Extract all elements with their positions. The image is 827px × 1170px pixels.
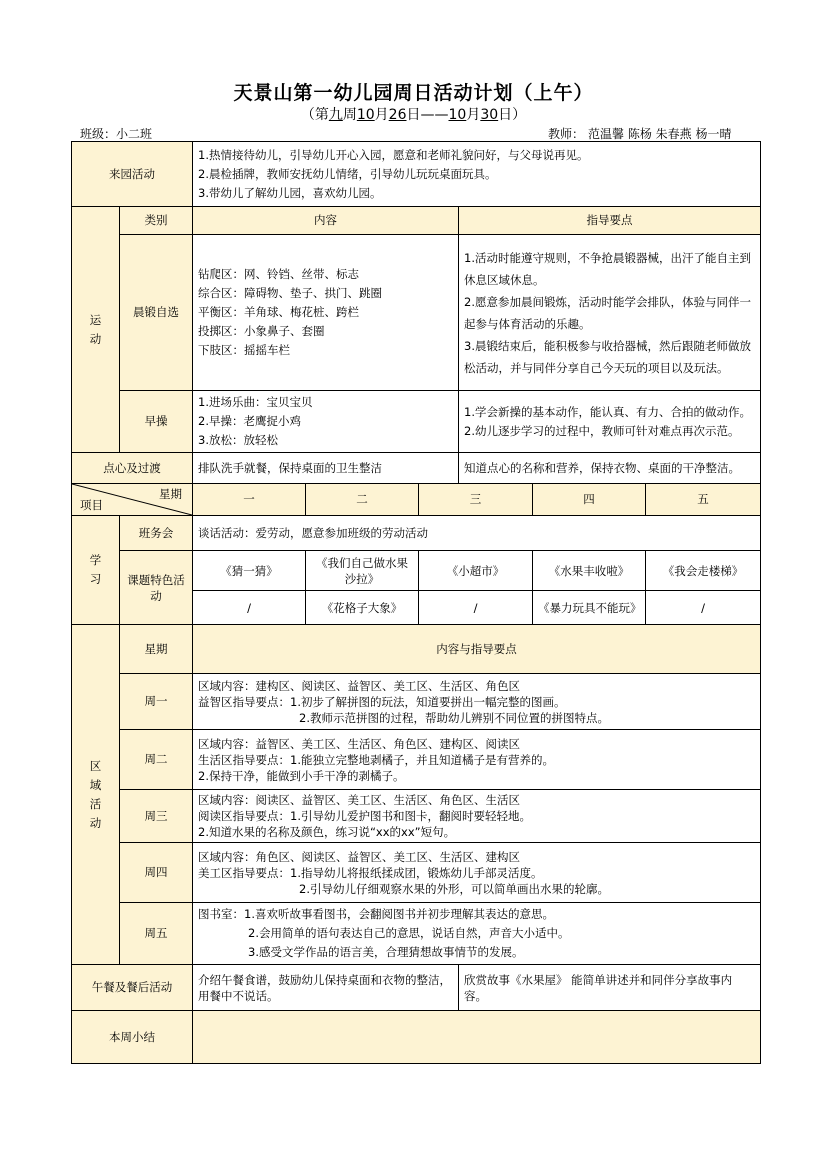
theme-cell: / bbox=[646, 591, 761, 625]
area-day-label: 周一 bbox=[120, 674, 193, 730]
area-day-content: 区域内容：阅读区、益智区、美工区、生活区、角色区、生活区 阅读区指导要点：1.引导幼儿爱护图书和图卡，翻阅时要轻轻地。 2.知道水果的名称及颜色，练习说“xx的xx”短句。 bbox=[193, 790, 761, 843]
arrival-content: 1.热情接待幼儿，引导幼儿开心入园，愿意和老师礼貌问好，与父母说再见。 2.晨检插牌，教师安抚幼儿情绪，引导幼儿玩玩桌面玩具。 3.带幼儿了解幼儿园，喜欢幼儿园。 bbox=[193, 142, 761, 207]
summary-label: 本周小结 bbox=[72, 1011, 193, 1064]
snack-row bbox=[72, 453, 761, 484]
day-tue: 二 bbox=[306, 484, 419, 516]
theme-cell: 《小超市》 bbox=[419, 551, 533, 591]
theme-cell: 《猜一猜》 bbox=[193, 551, 306, 591]
week-header-row bbox=[72, 484, 761, 516]
arrival-row bbox=[72, 142, 761, 207]
weekday-item-header bbox=[72, 484, 193, 516]
morning-exercise-row bbox=[72, 235, 761, 391]
theme-cell: 《花格子大象》 bbox=[306, 591, 419, 625]
area-label: 区 域 活 动 bbox=[72, 625, 120, 965]
class-meeting-label: 班务会 bbox=[120, 516, 193, 551]
summary-row bbox=[72, 1011, 761, 1064]
lunch-left: 介绍午餐食谱，鼓励幼儿保持桌面和衣物的整洁，用餐中不说话。 bbox=[193, 965, 459, 1011]
study-label: 学 习 bbox=[72, 516, 120, 625]
area-day-row bbox=[72, 903, 761, 965]
theme-row-1 bbox=[72, 551, 761, 591]
snack-guide: 知道点心的名称和营养，保持衣物、桌面的干净整洁。 bbox=[459, 453, 761, 484]
area-content-header: 内容与指导要点 bbox=[193, 625, 761, 674]
day-thu: 四 bbox=[533, 484, 646, 516]
weekday-label: 星期 bbox=[159, 487, 182, 501]
snack-content: 排队洗手就餐，保持桌面的卫生整洁 bbox=[193, 453, 459, 484]
snack-label: 点心及过渡 bbox=[72, 453, 193, 484]
area-day-content: 图书室：1.喜欢听故事看图书，会翻阅图书并初步理解其表达的意思。 2.会用简单的语句表达自己的意思，说话自然，声音大小适中。 3.感受文学作品的语言美，合理猜想故事情节的发展。 bbox=[193, 903, 761, 965]
class-name: 小二班 bbox=[116, 127, 211, 142]
theme-cell: / bbox=[419, 591, 533, 625]
page-title: 天景山第一幼儿园周日活动计划（上午） bbox=[233, 82, 594, 104]
arrival-label: 来园活动 bbox=[72, 142, 193, 207]
morning-exercise-label: 晨锻自选 bbox=[120, 235, 193, 391]
theme-cell: 《暴力玩具不能玩》 bbox=[533, 591, 646, 625]
area-day-content: 区域内容：建构区、阅读区、益智区、美工区、生活区、角色区 益智区指导要点：1.初步了解拼图的玩法，知道要拼出一幅完整的图画。 2.教师示范拼图的过程，帮助幼儿辨别不同位置的拼图特点。 bbox=[193, 674, 761, 730]
area-day-label: 周二 bbox=[120, 730, 193, 790]
guide-header: 指导要点 bbox=[459, 207, 761, 235]
theme-cell: / bbox=[193, 591, 306, 625]
area-weekday-label: 星期 bbox=[120, 625, 193, 674]
morning-exercise-guide: 1.活动时能遵守规则，不争抢晨锻器械，出汗了能自主到休息区域休息。 2.愿意参加晨间锻炼，活动时能学会排队，体验与同伴一起参与体育活动的乐趣。 3.晨锻结束后，能积极参与收拾器械，然后跟随老师做放松活动，并与同伴分享自己今天玩的项目以及玩法。 bbox=[459, 235, 761, 391]
date-range: （第九周10月26日——10月30日） bbox=[300, 107, 527, 123]
teacher-info: 教师： 范温馨 陈杨 朱春燕 杨一晴 bbox=[548, 125, 748, 142]
area-day-label: 周三 bbox=[120, 790, 193, 843]
theme-cell: 《我们自己做水果沙拉》 bbox=[306, 551, 419, 591]
area-day-label: 周四 bbox=[120, 843, 193, 903]
content-header: 内容 bbox=[193, 207, 459, 235]
day-fri: 五 bbox=[646, 484, 761, 516]
lunch-right: 欣赏故事《水果屋》 能简单讲述并和同伴分享故事内容。 bbox=[459, 965, 761, 1011]
sport-label: 运 动 bbox=[72, 207, 120, 453]
area-day-row bbox=[72, 843, 761, 903]
drill-content: 1.进场乐曲：宝贝宝贝 2.早操：老鹰捉小鸡 3.放松：放轻松 bbox=[193, 391, 459, 453]
teacher-names: 范温馨 陈杨 朱春燕 杨一晴 bbox=[588, 127, 748, 142]
lunch-label: 午餐及餐后活动 bbox=[72, 965, 193, 1011]
class-info: 班级：小二班 bbox=[80, 125, 211, 142]
area-day-label: 周五 bbox=[120, 903, 193, 965]
theme-cell: 《我会走楼梯》 bbox=[646, 551, 761, 591]
class-meeting-row bbox=[72, 516, 761, 551]
drill-guide: 1.学会新操的基本动作，能认真、有力、合拍的做动作。 2.幼儿逐步学习的过程中，教师可针对难点再次示范。 bbox=[459, 391, 761, 453]
item-label: 项目 bbox=[80, 498, 103, 512]
sport-header-row bbox=[72, 207, 761, 235]
summary-content bbox=[193, 1011, 761, 1064]
theme-cell: 《水果丰收啦》 bbox=[533, 551, 646, 591]
area-day-row bbox=[72, 730, 761, 790]
class-meeting-content: 谈话活动：爱劳动，愿意参加班级的劳动活动 bbox=[193, 516, 761, 551]
theme-activity-label: 课题特色活动 bbox=[120, 551, 193, 625]
area-day-row bbox=[72, 674, 761, 730]
day-wed: 三 bbox=[419, 484, 533, 516]
drill-row bbox=[72, 391, 761, 453]
weekly-plan-table bbox=[71, 141, 761, 1064]
area-day-content: 区域内容：角色区、阅读区、益智区、美工区、生活区、建构区 美工区指导要点：1.指导幼儿将报纸揉成团，锻炼幼儿手部灵活度。 2.引导幼儿仔细观察水果的外形，可以简单画出水果的轮廓。 bbox=[193, 843, 761, 903]
drill-label: 早操 bbox=[120, 391, 193, 453]
morning-exercise-content: 钻爬区：网、铃铛、丝带、标志 综合区：障碍物、垫子、拱门、跳圈 平衡区：羊角球、梅花桩、跨栏 投掷区：小象鼻子、套圈 下肢区：摇摇车栏 bbox=[193, 235, 459, 391]
category-header: 类别 bbox=[120, 207, 193, 235]
area-day-row bbox=[72, 790, 761, 843]
lunch-row bbox=[72, 965, 761, 1011]
area-header-row bbox=[72, 625, 761, 674]
area-day-content: 区域内容：益智区、美工区、生活区、角色区、建构区、阅读区 生活区指导要点：1.能独立完整地剥橘子，并且知道橘子是有营养的。 2.保持干净，能做到小手干净的剥橘子。 bbox=[193, 730, 761, 790]
day-mon: 一 bbox=[193, 484, 306, 516]
